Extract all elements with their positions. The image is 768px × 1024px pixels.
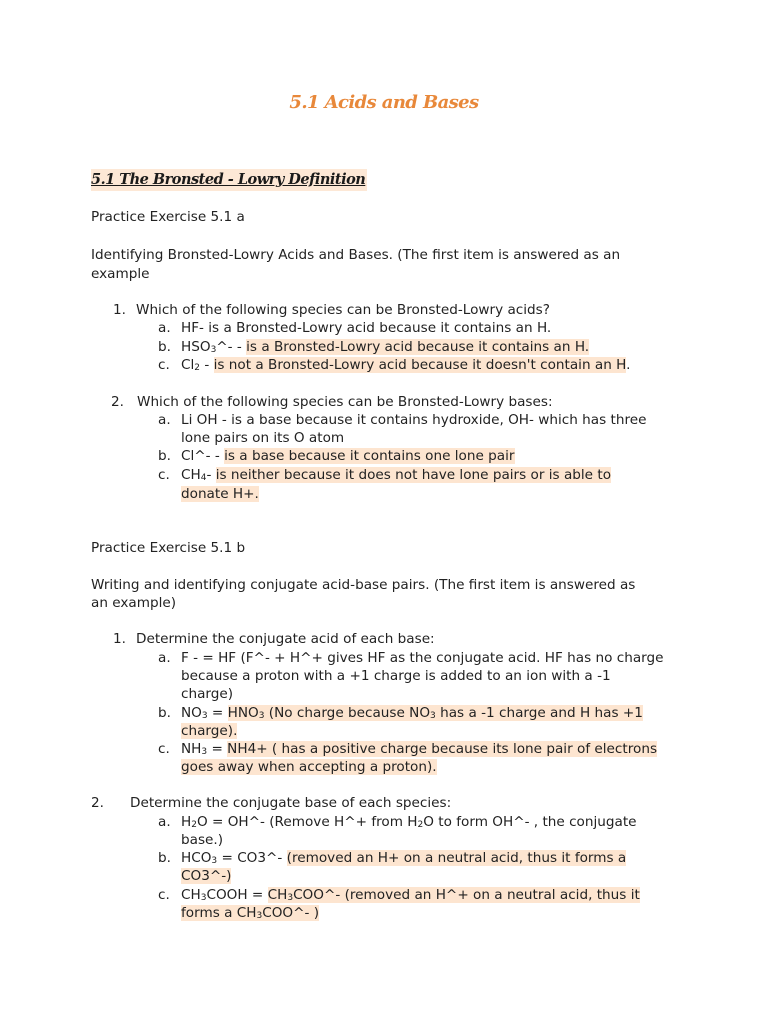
explanation: COO^- ) (262, 905, 320, 921)
question-text: Determine the conjugate base of each species: (130, 795, 452, 811)
question-text: Determine the conjugate acid of each base: (136, 631, 435, 647)
answer-item-continued: because a proton with a +1 charge is added to an ion with a -1 (181, 668, 611, 684)
item-marker: c. (158, 887, 170, 903)
question-text: Which of the following species can be Bronsted-Lowry acids? (136, 302, 550, 318)
exercise-b-heading: Practice Exercise 5.1 b (91, 540, 246, 556)
section-heading: 5.1 The Bronsted - Lowry Definition (91, 169, 367, 191)
explanation: (No charge because NO (264, 705, 431, 721)
formula: CH (267, 887, 288, 903)
page-title: 5.1 Acids and Bases (289, 92, 479, 113)
answer-item-continued (181, 759, 437, 775)
answer-item (181, 467, 611, 483)
formula: NO (181, 705, 202, 721)
formula: CH (181, 887, 201, 903)
subscript: 2 (194, 363, 201, 373)
formula: = CO3^- (217, 850, 287, 866)
subscript: 3 (201, 711, 208, 721)
subscript: 3 (201, 747, 208, 757)
question-text: Which of the following species can be Bronsted-Lowry bases: (137, 394, 553, 410)
answer-item: HF- is a Bronsted-Lowry acid because it contains an H. (181, 320, 552, 336)
highlighted-answer: is a base because it contains one lone pair (224, 448, 515, 464)
subscript: 4 (200, 473, 207, 483)
formula: O to form OH^- , the conjugate (423, 814, 637, 830)
answer-item: F - = HF (F^- + H^+ gives HF as the conjugate acid. HF has no charge (181, 650, 664, 666)
highlighted-answer: donate H+. (181, 486, 259, 502)
subscript: 3 (200, 893, 207, 903)
item-marker: b. (158, 339, 171, 355)
answer-item-continued: charge) (181, 686, 234, 702)
answer-item (181, 339, 589, 355)
question-number: 2. (111, 394, 124, 410)
item-marker: a. (158, 814, 171, 830)
formula: - (206, 467, 216, 483)
formula: COOH = (206, 887, 268, 903)
highlighted-answer: CO3^-) (181, 868, 232, 884)
formula: NH (181, 741, 202, 757)
item-marker: b. (158, 705, 171, 721)
exercise-b-intro-line2: an example) (91, 595, 177, 611)
answer-item (181, 814, 637, 830)
formula: HCO (181, 850, 212, 866)
formula: HSO (181, 339, 211, 355)
question-number: 1. (113, 631, 126, 647)
item-marker: b. (158, 850, 171, 866)
answer-item-continued (181, 486, 259, 502)
subscript: 2 (191, 820, 197, 830)
answer-item (181, 448, 515, 464)
item-marker: a. (158, 412, 171, 428)
answer-item: Li OH - is a base because it contains hydroxide, OH- which has three (181, 412, 647, 428)
answer-item (181, 357, 630, 373)
highlighted-answer: is not a Bronsted-Lowry acid because it doesn't contain an H (213, 357, 627, 373)
highlighted-answer: NH4+ ( has a positive charge because its lone pair of electrons (227, 741, 658, 757)
highlighted-answer: is a Bronsted-Lowry acid because it contains an H. (246, 339, 590, 355)
item-marker: c. (158, 741, 170, 757)
formula: Cl^- - (181, 448, 225, 464)
formula: HNO (227, 705, 259, 721)
item-marker: a. (158, 650, 171, 666)
highlighted-answer (268, 887, 640, 903)
highlighted-answer (181, 905, 319, 921)
item-marker: c. (158, 467, 170, 483)
highlighted-answer (228, 705, 643, 721)
highlighted-answer: (removed an H+ on a neutral acid, thus it forms a (286, 850, 627, 866)
answer-item-continued: base.) (181, 832, 224, 848)
formula: O = OH^- (Remove H^+ from H (196, 814, 418, 830)
formula: = (207, 741, 228, 757)
exercise-a-intro-line2: example (91, 266, 150, 282)
answer-item-continued (181, 723, 237, 739)
subscript: 3 (210, 345, 217, 355)
answer-item (181, 741, 657, 757)
period: . (626, 357, 631, 373)
formula: H (181, 814, 192, 830)
item-marker: c. (158, 357, 170, 373)
question-number: 1. (113, 302, 126, 318)
answer-item (181, 850, 626, 866)
formula: ^- - (216, 339, 247, 355)
explanation: COO^- (removed an H^+ on a neutral acid, thus it (293, 887, 640, 903)
highlighted-answer: charge). (181, 723, 238, 739)
highlighted-answer: is neither because it does not have lone pairs or is able to (215, 467, 612, 483)
subscript: 3 (287, 893, 294, 903)
explanation: forms a CH (181, 905, 257, 921)
formula: CH (181, 467, 201, 483)
subscript: 3 (430, 711, 436, 721)
answer-item (181, 887, 640, 903)
exercise-a-heading: Practice Exercise 5.1 a (91, 209, 245, 225)
exercise-a-intro-line1: Identifying Bronsted-Lowry Acids and Bases. (The first item is answered as an (91, 247, 621, 263)
subscript: 2 (417, 820, 424, 830)
answer-item (181, 705, 643, 721)
explanation: has a -1 charge and H has +1 (435, 705, 643, 721)
item-marker: a. (158, 320, 171, 336)
subscript: 3 (211, 856, 218, 866)
exercise-b-intro-line1: Writing and identifying conjugate acid-base pairs. (The first item is answered as (91, 577, 636, 593)
answer-item-continued: lone pairs on its O atom (181, 430, 345, 446)
subscript: 3 (258, 711, 265, 721)
formula: Cl (181, 357, 195, 373)
highlighted-answer: goes away when accepting a proton). (181, 759, 437, 775)
answer-item-continued (181, 868, 231, 884)
item-marker: b. (158, 448, 171, 464)
answer-item-continued (181, 905, 319, 921)
subscript: 3 (256, 911, 263, 921)
formula: = (207, 705, 228, 721)
question-number: 2. (91, 795, 104, 811)
formula: - (200, 357, 214, 373)
